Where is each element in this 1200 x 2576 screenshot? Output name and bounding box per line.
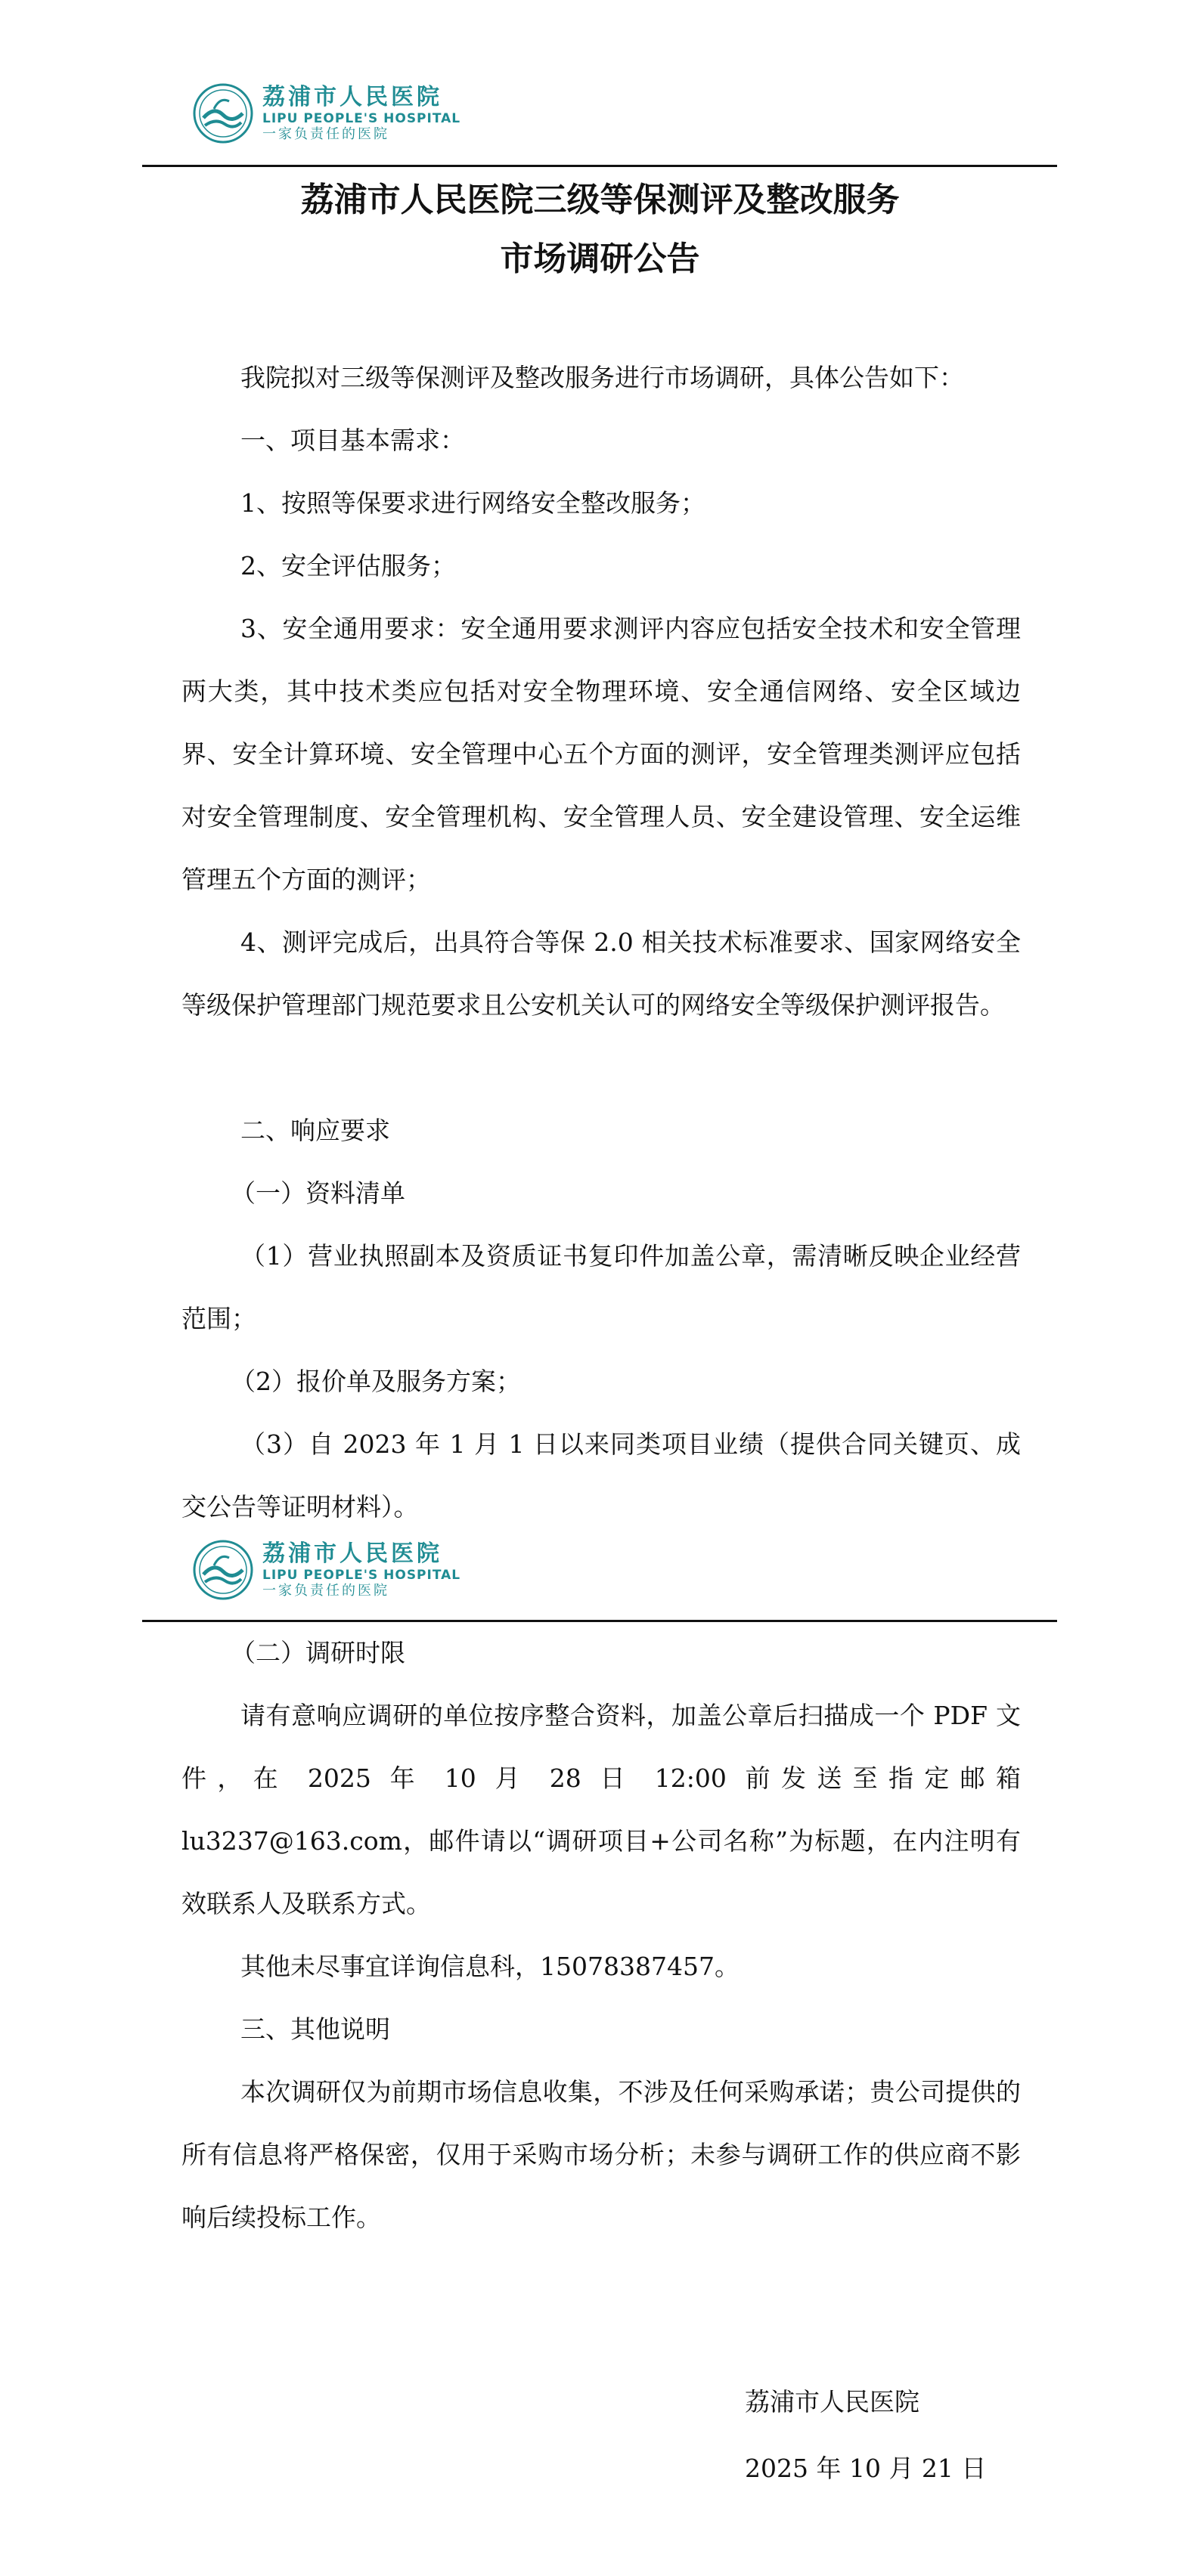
requirement-2: 2、安全评估服务； xyxy=(240,551,456,581)
document-item-1: （1）营业执照副本及资质证书复印件加盖公章，需清晰反映企业经营范围； xyxy=(181,1241,1021,1333)
deadline-paragraph: 请有意响应调研的单位按序整合资料，加盖公章后扫描成一个 PDF 文件，在 2025 年 10 月 28 日 12:00 前发送至指定邮箱 lu3237@163.com，邮件请以“调研项目+公司名称”为标题，在内注明有效联系人及联系方式。 xyxy=(181,1701,1021,1918)
logo-slogan: 一家负责任的医院 xyxy=(262,1583,389,1599)
document-title-line1: 荔浦市人民医院三级等保测评及整改服务 xyxy=(300,181,900,219)
hospital-emblem-icon xyxy=(193,83,253,144)
section1-heading: 一、项目基本需求： xyxy=(240,426,465,455)
signature-date: 2025 年 10 月 21 日 xyxy=(745,2454,987,2483)
requirement-1: 1、按照等保要求进行网络安全整改服务； xyxy=(240,488,705,518)
logo-text-page2 xyxy=(262,1540,460,1599)
logo-text xyxy=(262,84,460,143)
document-item-2: （2）报价单及服务方案； xyxy=(231,1367,521,1396)
section2-heading: 二、响应要求 xyxy=(240,1116,390,1145)
hospital-emblem-icon xyxy=(193,1540,253,1600)
logo-english-name: LIPU PEOPLE'S HOSPITAL xyxy=(262,1568,461,1583)
subsection2-heading: （二）调研时限 xyxy=(231,1638,405,1667)
section3-heading: 三、其他说明 xyxy=(240,2014,390,2044)
requirement-4: 4、测评完成后，出具符合等保 2.0 相关技术标准要求、国家网络安全等级保护管理部门规范要求且公安机关认可的网络安全等级保护测评报告。 xyxy=(181,927,1021,1020)
intro-paragraph: 我院拟对三级等保测评及整改服务进行市场调研，具体公告如下： xyxy=(240,363,964,392)
hospital-logo-page2 xyxy=(193,1540,460,1600)
note-paragraph: 本次调研仅为前期市场信息收集，不涉及任何采购承诺；贵公司提供的所有信息将严格保密，仅用于采购市场分析；未参与调研工作的供应商不影响后续投标工作。 xyxy=(181,2077,1021,2232)
requirement-3: 3、安全通用要求：安全通用要求测评内容应包括安全技术和安全管理两大类，其中技术类应包括对安全物理环境、安全通信网络、安全区域边界、安全计算环境、安全管理中心五个方面的测评，安全管理类测评应包括对安全管理制度、安全管理机构、安全管理人员、安全建设管理、安全运维管理五个方面的测评； xyxy=(181,614,1021,894)
logo-english-name: LIPU PEOPLE'S HOSPITAL xyxy=(262,111,461,126)
document-item-3: （3）自 2023 年 1 月 1 日以来同类项目业绩（提供合同关键页、成交公告等证明材料）。 xyxy=(181,1429,1021,1522)
contact-paragraph: 其他未尽事宜详询信息科，15078387457。 xyxy=(240,1952,740,1981)
logo-chinese-name: 荔浦市人民医院 xyxy=(262,1540,442,1567)
document-title-line2: 市场调研公告 xyxy=(500,240,700,278)
logo-chinese-name: 荔浦市人民医院 xyxy=(262,84,442,110)
subsection1-heading: （一）资料清单 xyxy=(231,1178,405,1208)
hospital-logo xyxy=(193,83,460,144)
logo-slogan: 一家负责任的医院 xyxy=(262,126,389,142)
signature-organization: 荔浦市人民医院 xyxy=(745,2387,919,2417)
header-divider xyxy=(142,165,1057,167)
